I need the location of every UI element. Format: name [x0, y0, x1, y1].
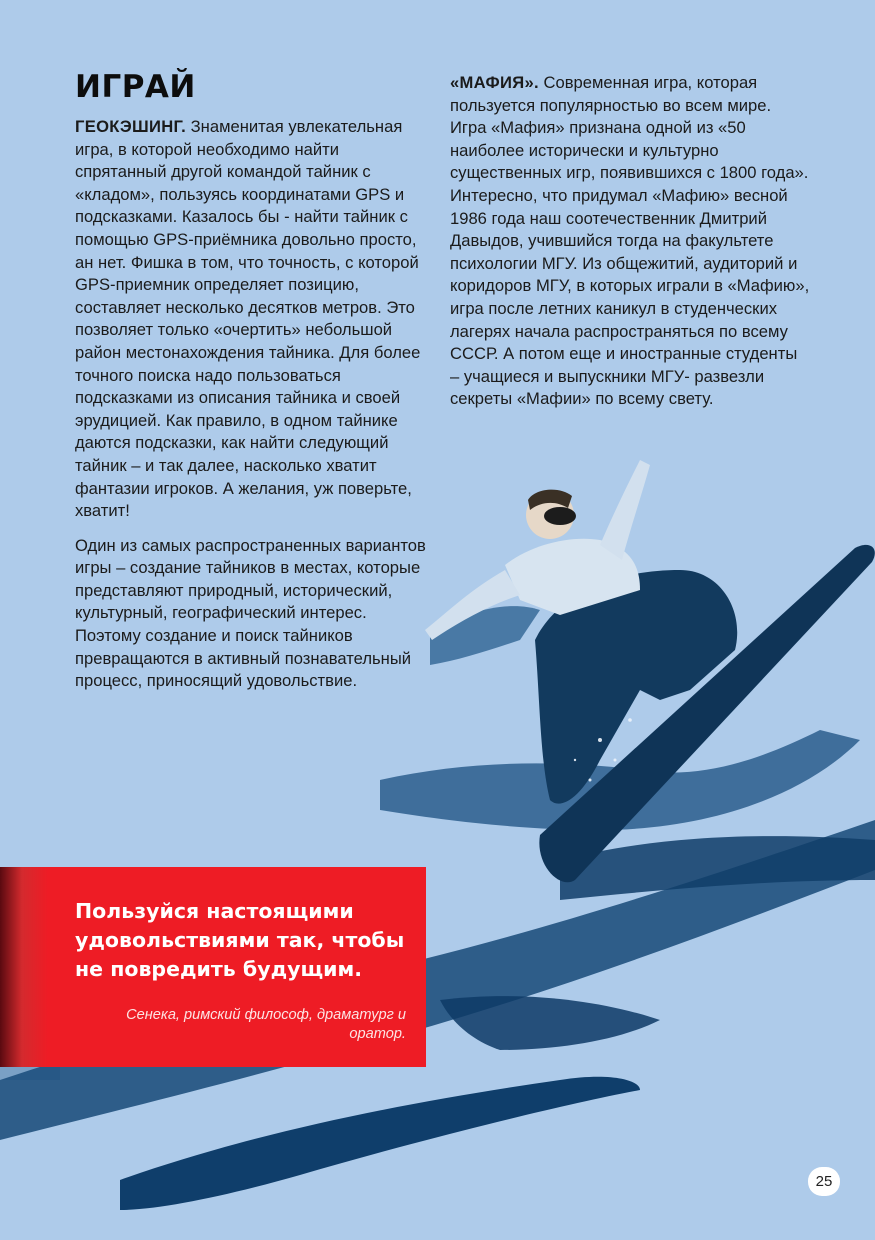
- geocaching-text-1: Знаменитая увлекательная игра, в которой необходимо найти спрятанный другой командой тайник с «кладом», пользуясь координатами GPS и подсказками. Казалось бы - найти тайник с помощью GPS-приёмника довольно просто, ан нет. Фишка в том, что точность, с которой GPS-приемник определяет позицию, составляет несколько десятков метров. Это позволяет только «очертить» небольшой район местонахождения тайника. Для более точного поиска надо пользоваться подсказками из описания тайника и своей эрудицией. Как правило, в одном тайнике даются подсказки, как найти следующий тайник – и так далее, насколько хватит фантазии игроков. А желания, уж поверьте, хватит!: [75, 117, 421, 521]
- geocaching-paragraph-2: Один из самых распространенных вариантов игры – создание тайников в местах, которые представляют природный, исторический, культурный, географический интерес. Поэтому создание и поиск тайников превращаются в активный познавательный процесс, приносящий удовольствие.: [75, 535, 426, 691]
- mafia-heading: «МАФИЯ».: [450, 73, 539, 92]
- geocaching-section: [75, 116, 430, 693]
- quote-box: [0, 867, 426, 1067]
- page-number: 25: [808, 1167, 840, 1196]
- geocaching-paragraph-1: [75, 116, 430, 523]
- mafia-text: Современная игра, которая пользуется популярностью во всем мире. Игра «Мафия» признана одной из «50 наиболее исторически и культурно существенных игр, появившихся с 1800 года». Интересно, что придумал «Мафию» весной 1986 года наш соотечественник Дмитрий Давыдов, учившийся тогда на факультете психологии МГУ. Из общежитий, аудиторий и коридоров МГУ, в которых играли в «Мафию», игра после летних каникул в студенческих лагерях начала распространяться по всему СССР. А потом еще и иностранные студенты – учащиеся и выпускники МГУ- развезли секреты «Мафии» по всему свету.: [450, 73, 810, 409]
- quote-text: Пользуйся настоящими удовольствиями так, чтобы не повредить будущим.: [75, 899, 405, 981]
- geocaching-heading: ГЕОКЭШИНГ.: [75, 117, 187, 136]
- page-title: ИГРАЙ: [75, 69, 196, 105]
- goggles: [544, 507, 576, 525]
- right-arm: [600, 460, 650, 560]
- quote-author: Сенека, римский философ, драматург и оратор.: [126, 1007, 406, 1042]
- mafia-section: [450, 72, 810, 411]
- mafia-paragraph: [450, 72, 810, 411]
